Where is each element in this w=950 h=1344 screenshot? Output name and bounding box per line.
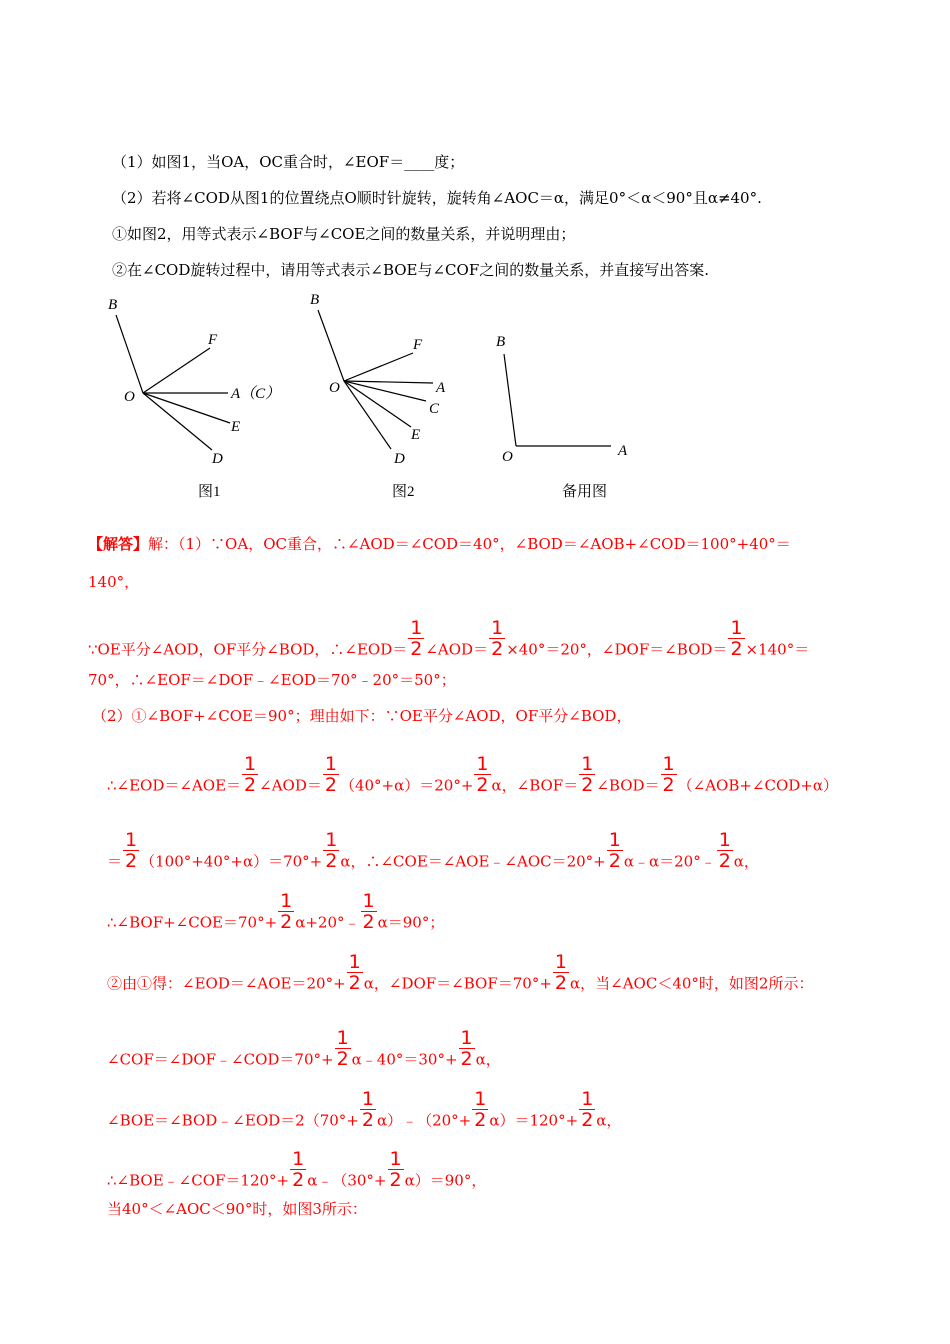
fraction-one-half: $\frac{1}{2}$ <box>476 753 489 796</box>
label-b: B <box>310 292 320 308</box>
fraction-one-half: $\frac{1}{2}$ <box>581 1088 594 1131</box>
fraction-one-half: $\frac{1}{2}$ <box>362 890 375 933</box>
fraction-one-half: $\frac{1}{2}$ <box>348 951 361 994</box>
ray-oe <box>344 381 411 427</box>
figure-1-caption: 图1 <box>198 484 221 500</box>
figure-spare-caption: 备用图 <box>562 484 608 500</box>
fraction-one-half: $\frac{1}{2}$ <box>336 1027 349 1070</box>
fraction-one-half: $\frac{1}{2}$ <box>389 1148 402 1191</box>
answer-line: ∴∠BOE﹣∠COF＝120°+ $\frac{1}{2}$ α﹣（30°+ $\frac{1}{2}$ α）＝90°， <box>107 1148 487 1191</box>
label-a: A <box>436 380 446 396</box>
fraction-one-half: $\frac{1}{2}$ <box>361 1088 374 1131</box>
fraction-one-half: $\frac{1}{2}$ <box>718 829 731 872</box>
ray-ob <box>116 315 143 393</box>
answer-line: 70°，∴∠EOF＝∠DOF﹣∠EOD＝70°﹣20°＝50°； <box>88 671 456 689</box>
fraction-one-half: $\frac{1}{2}$ <box>608 829 621 872</box>
question-2: （2）若将∠COD从图1的位置绕点O顺时针旋转，旋转角∠AOC＝α，满足0°＜α＜90°且α≠40°. <box>112 189 762 207</box>
fraction-one-half: $\frac{1}{2}$ <box>292 1148 305 1191</box>
answer-line: 【解答】解：（1）∵OA，OC重合，∴∠AOD＝∠COD＝40°，∠BOD＝∠AOB+∠COD＝100°+40°＝ <box>88 535 791 553</box>
figure-spare <box>490 325 650 510</box>
ray-oa <box>344 381 433 383</box>
label-d: D <box>212 451 223 467</box>
fraction-one-half: $\frac{1}{2}$ <box>554 951 568 994</box>
answer-line: ∵OE平分∠AOD，OF平分∠BOD，∴∠EOD＝ $\frac{1}{2}$ ∠AOD＝ $\frac{1}{2}$ ×40°＝20°，∠DOF＝∠BOD＝ $\frac{1}{2}$ ×140°＝ <box>88 617 810 660</box>
label-a: A <box>618 443 628 459</box>
fraction-one-half: $\frac{1}{2}$ <box>581 753 594 796</box>
answer-line: 140°， <box>88 573 140 591</box>
fraction-one-half: $\frac{1}{2}$ <box>730 617 743 660</box>
ray-of <box>344 353 413 381</box>
answer-tag: 【解答】 <box>88 535 149 553</box>
ray-od <box>143 393 212 450</box>
fraction-one-half: $\frac{1}{2}$ <box>280 890 293 933</box>
ray-ob <box>504 354 516 446</box>
question-2-part-2: ②在∠COD旋转过程中，请用等式表示∠BOE与∠COF之间的数量关系，并直接写出答案. <box>112 261 710 279</box>
answer-line: （2）①∠BOF+∠COE＝90°；理由如下：∵OE平分∠AOD，OF平分∠BOD， <box>92 707 632 725</box>
label-b: B <box>108 297 118 313</box>
label-o: O <box>124 389 135 405</box>
label-ac: A（C） <box>231 386 281 402</box>
fraction-one-half: $\frac{1}{2}$ <box>460 1027 473 1070</box>
fraction-one-half: $\frac{1}{2}$ <box>125 829 138 872</box>
label-e: E <box>231 419 241 435</box>
answer-line: ＝ $\frac{1}{2}$ （100°+40°+α）＝70°+ $\frac{1}{2}$ α，∴∠COE＝∠AOE﹣∠AOC＝20°+ $\frac{1}{2}$ α﹣α＝20°﹣ $\frac{1}{2}$ α， <box>107 829 759 872</box>
figure-1 <box>100 290 300 510</box>
label-f: F <box>208 332 218 348</box>
fraction-one-half: $\frac{1}{2}$ <box>324 753 337 796</box>
ray-oe <box>143 393 230 423</box>
fraction-one-half: $\frac{1}{2}$ <box>325 829 338 872</box>
fraction-one-half: $\frac{1}{2}$ <box>491 617 504 660</box>
figure-2 <box>300 285 480 510</box>
question-2-part-1: ①如图2，用等式表示∠BOF与∠COE之间的数量关系，并说明理由； <box>112 225 576 243</box>
answer-line: ∠COF＝∠DOF﹣∠COD＝70°+ $\frac{1}{2}$ α﹣40°＝30°+ $\frac{1}{2}$ α， <box>107 1027 501 1070</box>
question-1: （1）如图1，当OA，OC重合时，∠EOF＝____度； <box>112 153 465 171</box>
figure-2-caption: 图2 <box>392 484 415 500</box>
label-d: D <box>394 451 405 467</box>
fraction-one-half: $\frac{1}{2}$ <box>244 753 257 796</box>
answer-line: ∴∠BOF+∠COE＝70°+ $\frac{1}{2}$ α+20°﹣ $\frac{1}{2}$ α＝90°； <box>107 890 445 933</box>
fraction-one-half: $\frac{1}{2}$ <box>410 617 423 660</box>
answer-line: ∴∠EOD＝∠AOE＝ $\frac{1}{2}$ ∠AOD＝ $\frac{1}{2}$ （40°+α）＝20°+ $\frac{1}{2}$ α，∠BOF＝ $\frac{1}{2}$ ∠BOD＝ $\frac{1}{2}$ （∠AOB+∠COD+α） <box>107 753 838 796</box>
fraction-one-half: $\frac{1}{2}$ <box>474 1088 487 1131</box>
label-e: E <box>411 427 421 443</box>
label-f: F <box>413 337 423 353</box>
fraction-one-half: $\frac{1}{2}$ <box>662 753 675 796</box>
label-o: O <box>329 380 340 396</box>
answer-line: 当40°＜∠AOC＜90°时，如图3所示： <box>107 1200 367 1218</box>
ray-of <box>143 348 210 393</box>
answer-line: ②由①得：∠EOD＝∠AOE＝20°+ $\frac{1}{2}$ α，∠DOF＝∠BOF＝70°+ $\frac{1}{2}$ α，当∠AOC＜40°时，如图2所示： <box>107 951 814 994</box>
answer-line: ∠BOE＝∠BOD﹣∠EOD＝2（70°+ $\frac{1}{2}$ α）﹣（20°+ $\frac{1}{2}$ α）＝120°+ $\frac{1}{2}$ α， <box>107 1088 622 1131</box>
label-b: B <box>496 334 506 350</box>
label-o: O <box>502 449 513 465</box>
label-c: C <box>429 401 440 417</box>
ray-ob <box>318 310 344 381</box>
